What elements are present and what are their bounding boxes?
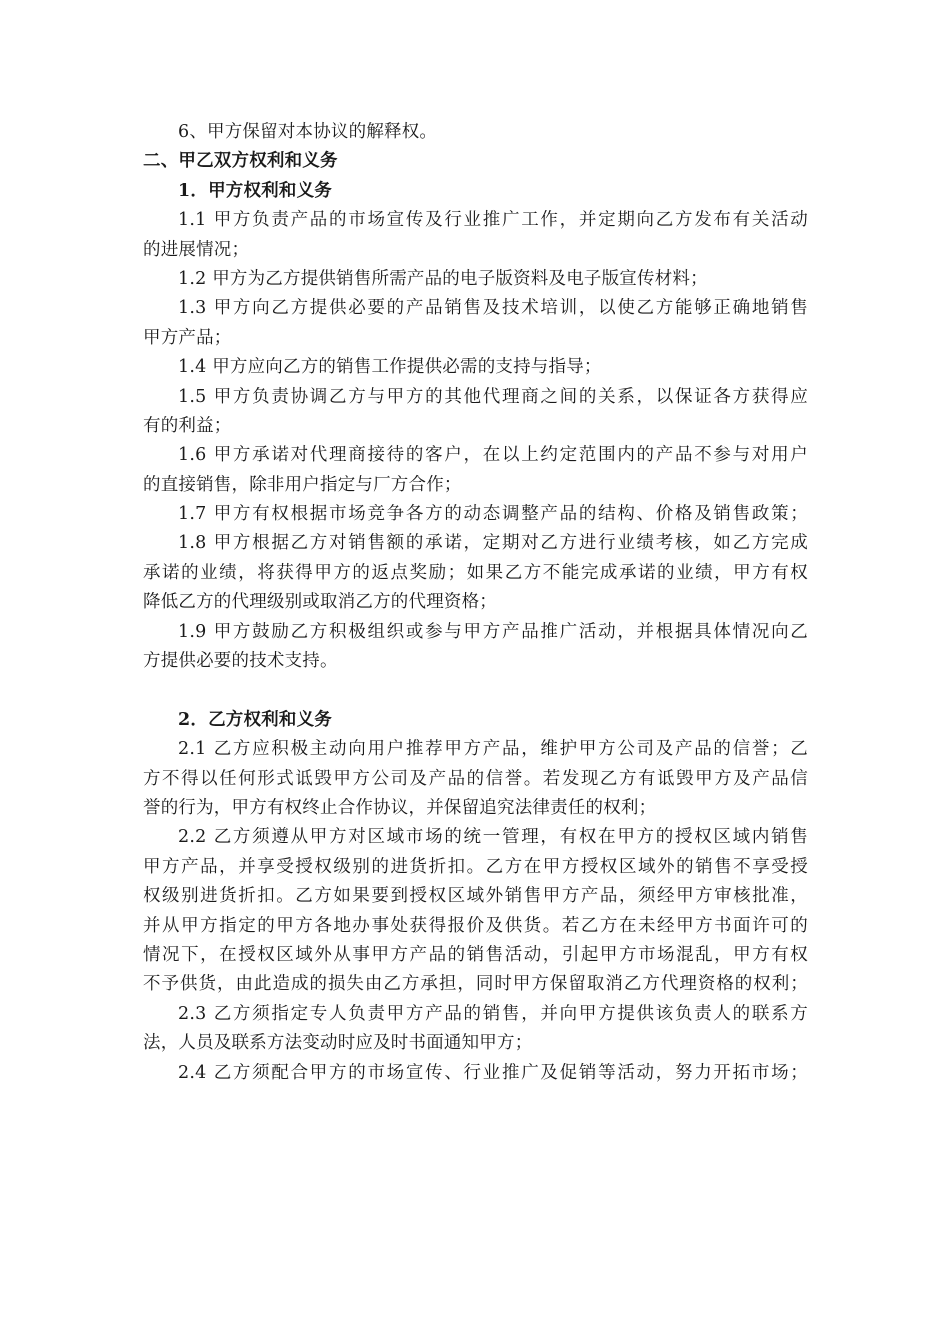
text-line: 1.7 甲方有权根据市场竞争各方的动态调整产品的结构、价格及销售政策； (178, 504, 808, 525)
text-line: 1.2 甲方为乙方提供销售所需产品的电子版资料及电子版宣传材料； (178, 268, 708, 289)
text-line: 1.6 甲方承诺对代理商接待的客户，在以上约定范围内的产品不参与对用户 (178, 445, 808, 466)
text-line: 2.1 乙方应积极主动向用户推荐甲方产品，维护甲方公司及产品的信誉；乙 (178, 739, 808, 760)
text-line: 6、甲方保留对本协议的解释权。 (178, 122, 438, 142)
text-line: 1.3 甲方向乙方提供必要的产品销售及技术培训，以使乙方能够正确地销售 (178, 298, 808, 319)
text-line: 的进展情况； (143, 239, 250, 260)
text-line: 2.2 乙方须遵从甲方对区域市场的统一管理，有权在甲方的授权区域内销售 (178, 827, 808, 848)
text-line: 并从甲方指定的甲方各地办事处获得报价及供货。若乙方在未经甲方书面许可的 (143, 915, 808, 936)
text-line: 有的利益； (143, 415, 232, 436)
section-heading: 二、甲乙双方权利和义务 (143, 151, 338, 172)
text-line: 情况下，在授权区域外从事甲方产品的销售活动，引起甲方市场混乱，甲方有权 (143, 944, 808, 965)
text-line: 方不得以任何形式诋毁甲方公司及产品的信誉。若发现乙方有诋毁甲方及产品信 (143, 768, 808, 789)
text-line: 承诺的业绩，将获得甲方的返点奖励；如果乙方不能完成承诺的业绩，甲方有权 (143, 562, 808, 583)
text-line: 法，人员及联系方法变动时应及时书面通知甲方； (143, 1033, 533, 1054)
text-line: 1.1 甲方负责产品的市场宣传及行业推广工作，并定期向乙方发布有关活动 (178, 210, 808, 231)
text-line: 1.8 甲方根据乙方对销售额的承诺，定期对乙方进行业绩考核，如乙方完成 (178, 533, 808, 554)
blank-line (143, 676, 808, 705)
text-line: 甲方产品，并享受授权级别的进货折扣。乙方在甲方授权区域外的销售不享受授 (143, 856, 808, 877)
text-line: 2.3 乙方须指定专人负责甲方产品的销售，并向甲方提供该负责人的联系方 (178, 1003, 808, 1024)
text-line: 1.9 甲方鼓励乙方积极组织或参与甲方产品推广活动，并根据具体情况向乙 (178, 621, 808, 642)
section-heading: 2．乙方权利和义务 (178, 709, 332, 730)
document-page (143, 118, 808, 1088)
text-line: 方提供必要的技术支持。 (143, 651, 338, 672)
text-line: 甲方产品； (143, 327, 232, 348)
text-line: 降低乙方的代理级别或取消乙方的代理资格； (143, 592, 497, 613)
text-line: 的直接销售，除非用户指定与厂方合作； (143, 474, 462, 495)
section-heading: 1．甲方权利和义务 (178, 180, 332, 201)
text-line: 誉的行为，甲方有权终止合作协议，并保留追究法律责任的权利； (143, 797, 657, 818)
text-line: 1.4 甲方应向乙方的销售工作提供必需的支持与指导； (178, 357, 602, 378)
text-line: 2.4 乙方须配合甲方的市场宣传、行业推广及促销等活动，努力开拓市场； (178, 1062, 808, 1083)
text-line: 1.5 甲方负责协调乙方与甲方的其他代理商之间的关系，以保证各方获得应 (178, 386, 808, 407)
text-line: 权级别进货折扣。乙方如果要到授权区域外销售甲方产品，须经甲方审核批准， (143, 886, 808, 907)
text-line: 不予供货，由此造成的损失由乙方承担，同时甲方保留取消乙方代理资格的权利； (143, 974, 808, 995)
